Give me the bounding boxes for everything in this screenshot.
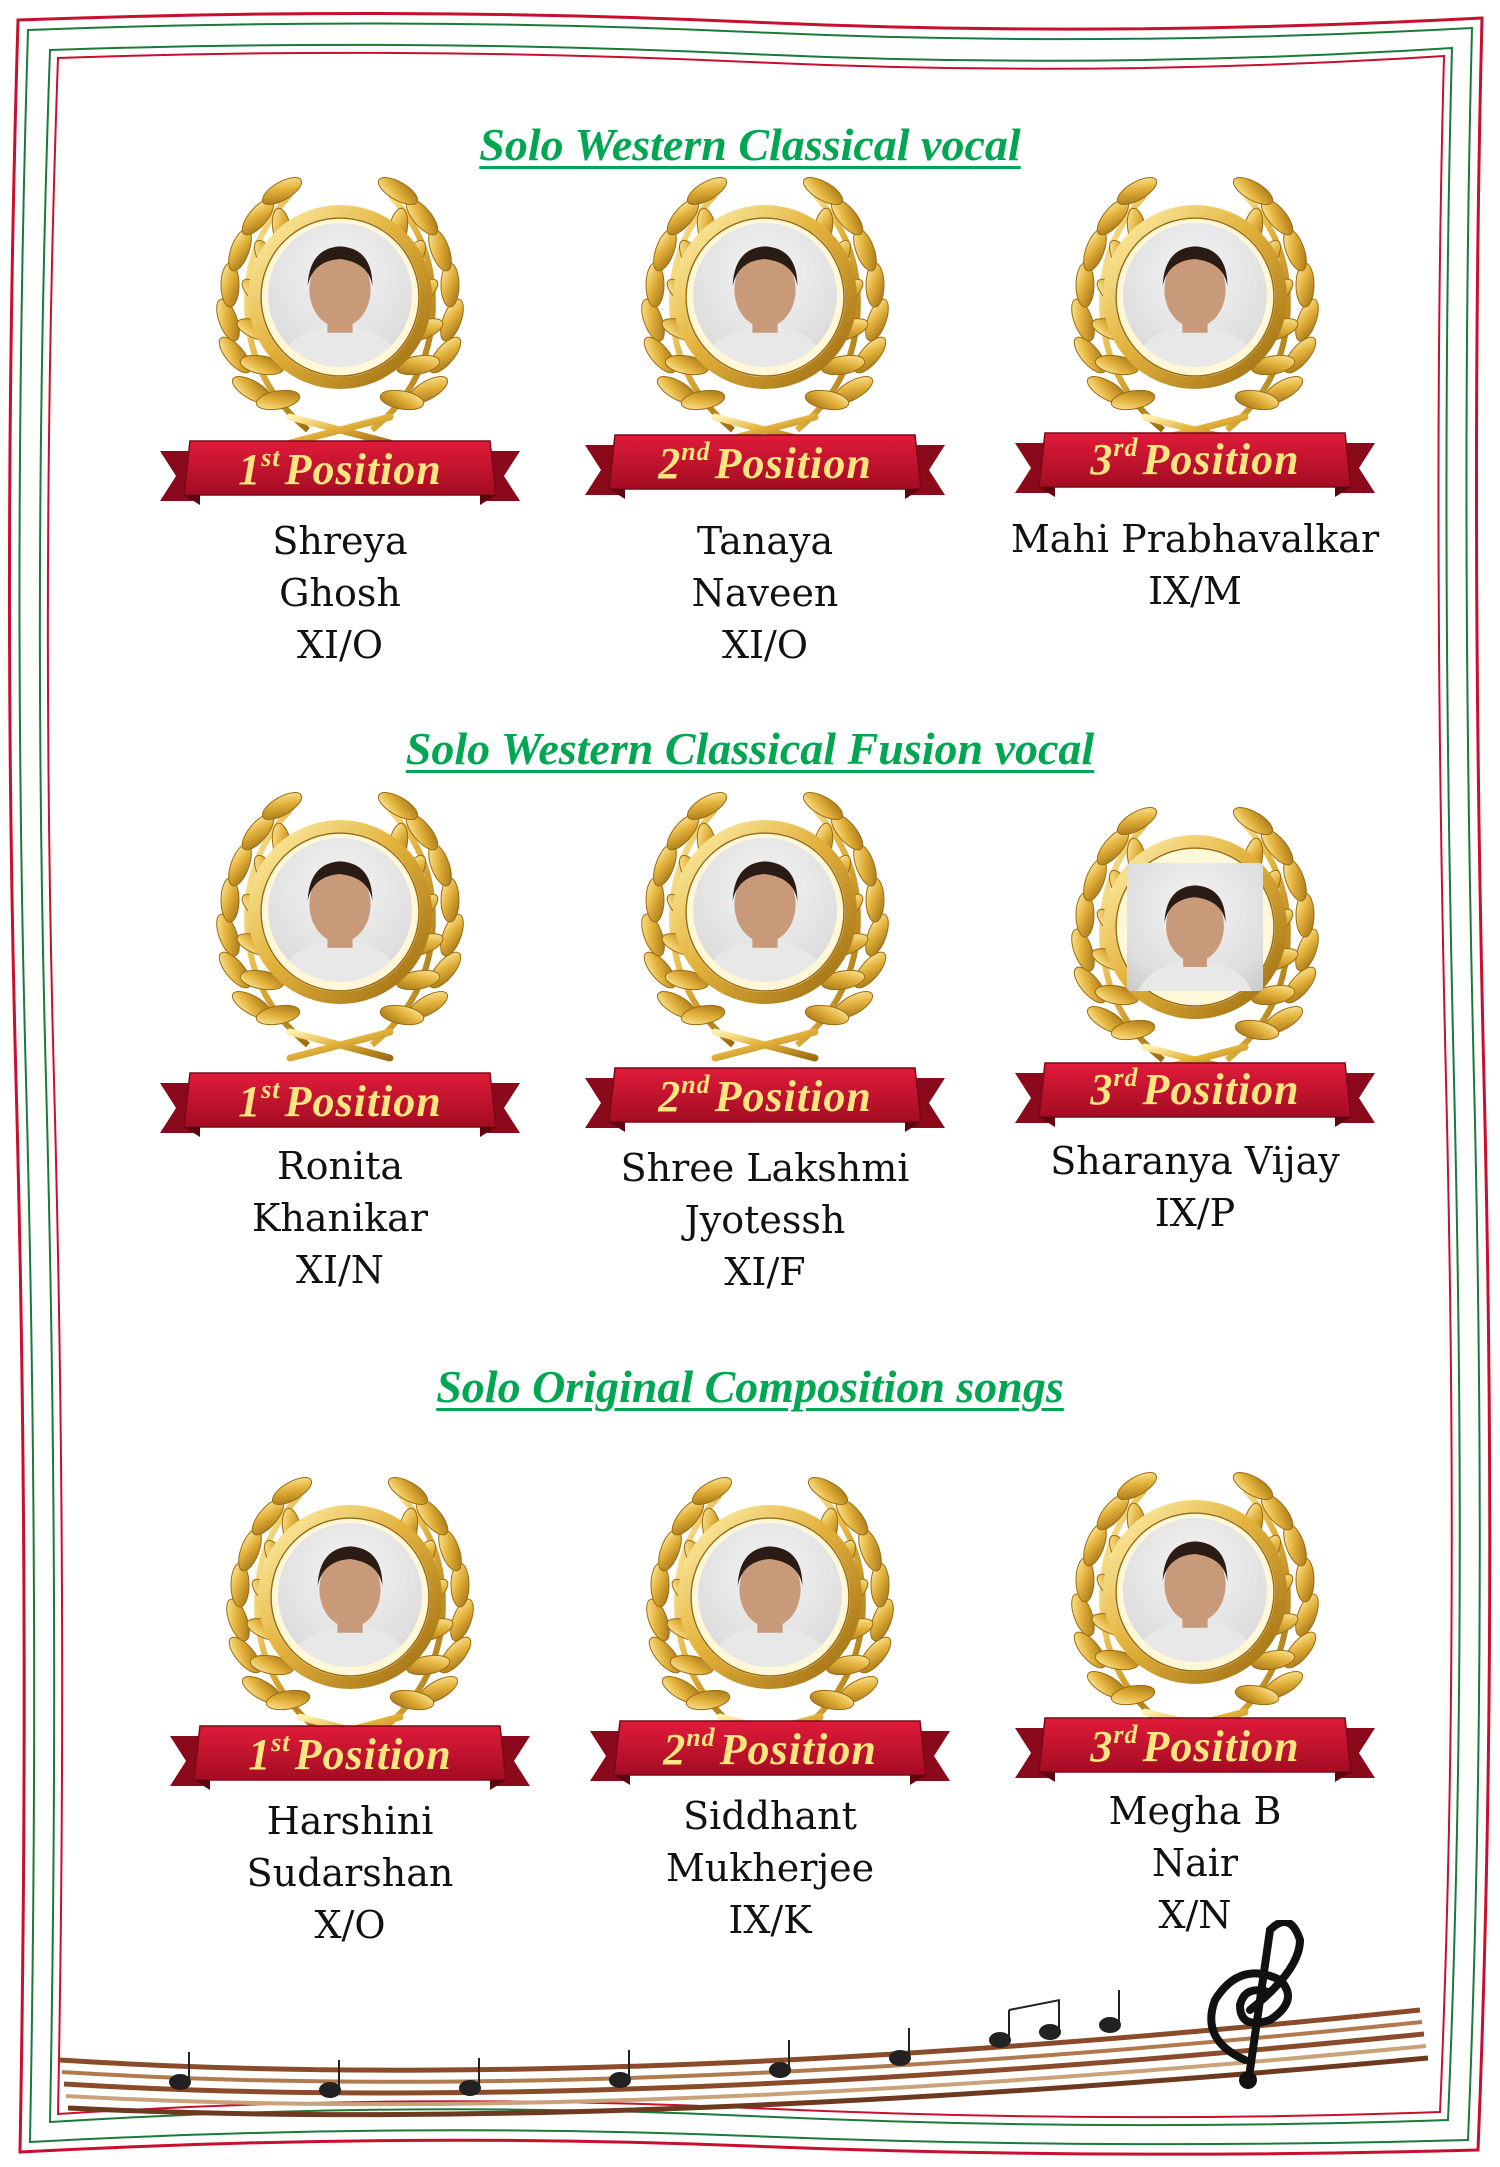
winner-name: Sharanya Vijay IX/P [975,1135,1415,1239]
section-title: Solo Original Composition songs [436,1361,1064,1412]
winner-class: X/N [1158,1893,1232,1937]
winner-name: Shree Lakshmi Jyotessh XI/F [545,1142,985,1298]
winner-class: X/O [314,1903,386,1947]
student-photo [698,1523,842,1667]
winner-name: Siddhant Mukherjee IX/K [550,1790,990,1946]
winner-name: Harshini Sudarshan X/O [130,1795,570,1951]
treble-clef-staff-icon [0,1920,1500,2120]
student-photo [1127,863,1263,991]
position-label: 2ndPosition [658,437,872,488]
position-label: 1stPosition [248,1728,452,1779]
winner-class: XI/N [295,1248,385,1292]
position-label: 3rdPosition [1090,433,1300,484]
student-photo [268,223,412,367]
position-label: 2ndPosition [658,1070,872,1121]
student-photo [693,838,837,982]
winner-class: IX/K [728,1898,812,1942]
winner-name: Megha B Nair X/N [975,1785,1415,1941]
position-label: 1stPosition [238,1075,442,1126]
student-photo [1123,223,1267,367]
student-photo [278,1523,422,1667]
section-title: Solo Western Classical vocal [479,119,1021,170]
student-photo [268,838,412,982]
student-photo [693,223,837,367]
winner-class: XI/O [296,623,384,667]
winner-class: IX/M [1148,569,1242,613]
position-label: 2ndPosition [663,1723,877,1774]
winner-class: IX/P [1154,1191,1236,1235]
section-title: Solo Western Classical Fusion vocal [405,723,1095,774]
position-label: 3rdPosition [1090,1720,1300,1771]
winner-class: XI/O [721,623,809,667]
position-label: 3rdPosition [1090,1063,1300,1114]
position-label: 1stPosition [238,443,442,494]
winner-class: XI/F [724,1250,806,1294]
winner-name: Tanaya Naveen XI/O [545,515,985,671]
winner-name: Ronita Khanikar XI/N [120,1140,560,1296]
student-photo [1123,1518,1267,1662]
winner-name: Shreya Ghosh XI/O [120,515,560,671]
winner-name: Mahi Prabhavalkar IX/M [975,513,1415,617]
